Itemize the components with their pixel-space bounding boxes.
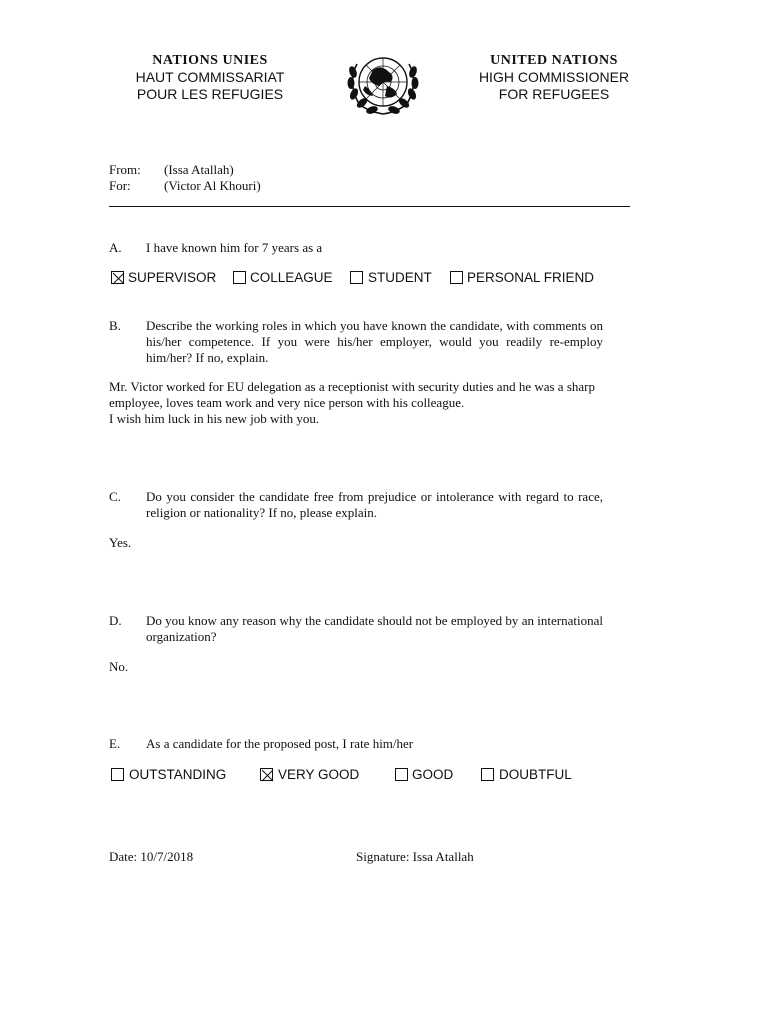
section-a-options: [111, 271, 611, 287]
option-supervisor-label: SUPERVISOR: [128, 270, 217, 285]
section-b-letter: B.: [109, 318, 121, 333]
header-right-line1: UNITED NATIONS: [490, 53, 618, 68]
section-a-question: [109, 240, 603, 256]
section-d-text: Do you know any reason why the candidate should not be employed by an international organization?: [146, 613, 603, 644]
header-left-line1: NATIONS UNIES: [152, 53, 268, 68]
section-e-question: [109, 736, 603, 752]
for-label: For:: [109, 178, 131, 193]
option-very-good-label: VERY GOOD: [278, 767, 360, 782]
checkbox-very-good[interactable]: [260, 768, 273, 781]
date-field: Date: 10/7/2018: [109, 849, 194, 864]
section-b-question: [109, 318, 603, 366]
option-personal-friend-label: PERSONAL FRIEND: [467, 270, 595, 285]
option-good-label: GOOD: [412, 767, 454, 782]
checkbox-outstanding[interactable]: [111, 768, 124, 781]
checkbox-student[interactable]: [350, 271, 363, 284]
from-value: (Issa Atallah): [164, 162, 234, 177]
checkbox-good[interactable]: [395, 768, 408, 781]
section-c-text: Do you consider the candidate free from prejudice or intolerance with regard to race, religion or nationality? If no, please explain.: [146, 489, 603, 520]
header-left-line2: HAUT COMMISSARIAT: [135, 69, 285, 85]
section-d-answer: No.: [109, 659, 129, 674]
header-right-line2: HIGH COMMISSIONER: [478, 69, 630, 85]
option-outstanding-label: OUTSTANDING: [129, 767, 227, 782]
header-right-line3: FOR REFUGEES: [498, 86, 610, 102]
section-b-answer-closing: I wish him luck in his new job with you.: [109, 411, 320, 426]
section-e-text: As a candidate for the proposed post, I rate him/her: [146, 736, 414, 751]
section-d-question: [109, 613, 603, 645]
checkbox-supervisor[interactable]: [111, 271, 124, 284]
option-colleague-label: COLLEAGUE: [250, 270, 333, 285]
section-c-answer: Yes.: [109, 535, 132, 550]
section-b-answer: Mr. Victor worked for EU delegation as a receptionist with security duties and he was a sharp employee, loves team work and very nice person with his colleague.: [109, 379, 595, 410]
section-e-options: [111, 768, 611, 784]
section-d-letter: D.: [109, 613, 122, 628]
section-c-letter: C.: [109, 489, 121, 504]
from-label: From:: [109, 162, 141, 177]
un-emblem-icon: [343, 50, 423, 118]
header-left-line3: POUR LES REFUGIES: [136, 86, 284, 102]
section-c-question: [109, 489, 603, 521]
checkbox-doubtful[interactable]: [481, 768, 494, 781]
checkbox-personal-friend[interactable]: [450, 271, 463, 284]
for-value: (Victor Al Khouri): [164, 178, 261, 193]
option-doubtful-label: DOUBTFUL: [499, 767, 572, 782]
divider-line: [109, 206, 630, 207]
header-right: [454, 52, 654, 103]
section-a-text: I have known him for 7 years as a: [146, 240, 323, 255]
header-left: [110, 52, 310, 103]
section-e-letter: E.: [109, 736, 121, 751]
section-a-letter: A.: [109, 240, 122, 255]
section-b-text: Describe the working roles in which you have known the candidate, with comments on his/her competence. If you were his/her employer, would you readily re-employ him/her? If no, explain.: [146, 318, 603, 365]
option-student-label: STUDENT: [368, 270, 432, 285]
checkbox-colleague[interactable]: [233, 271, 246, 284]
signature-field: Signature: Issa Atallah: [356, 849, 474, 864]
